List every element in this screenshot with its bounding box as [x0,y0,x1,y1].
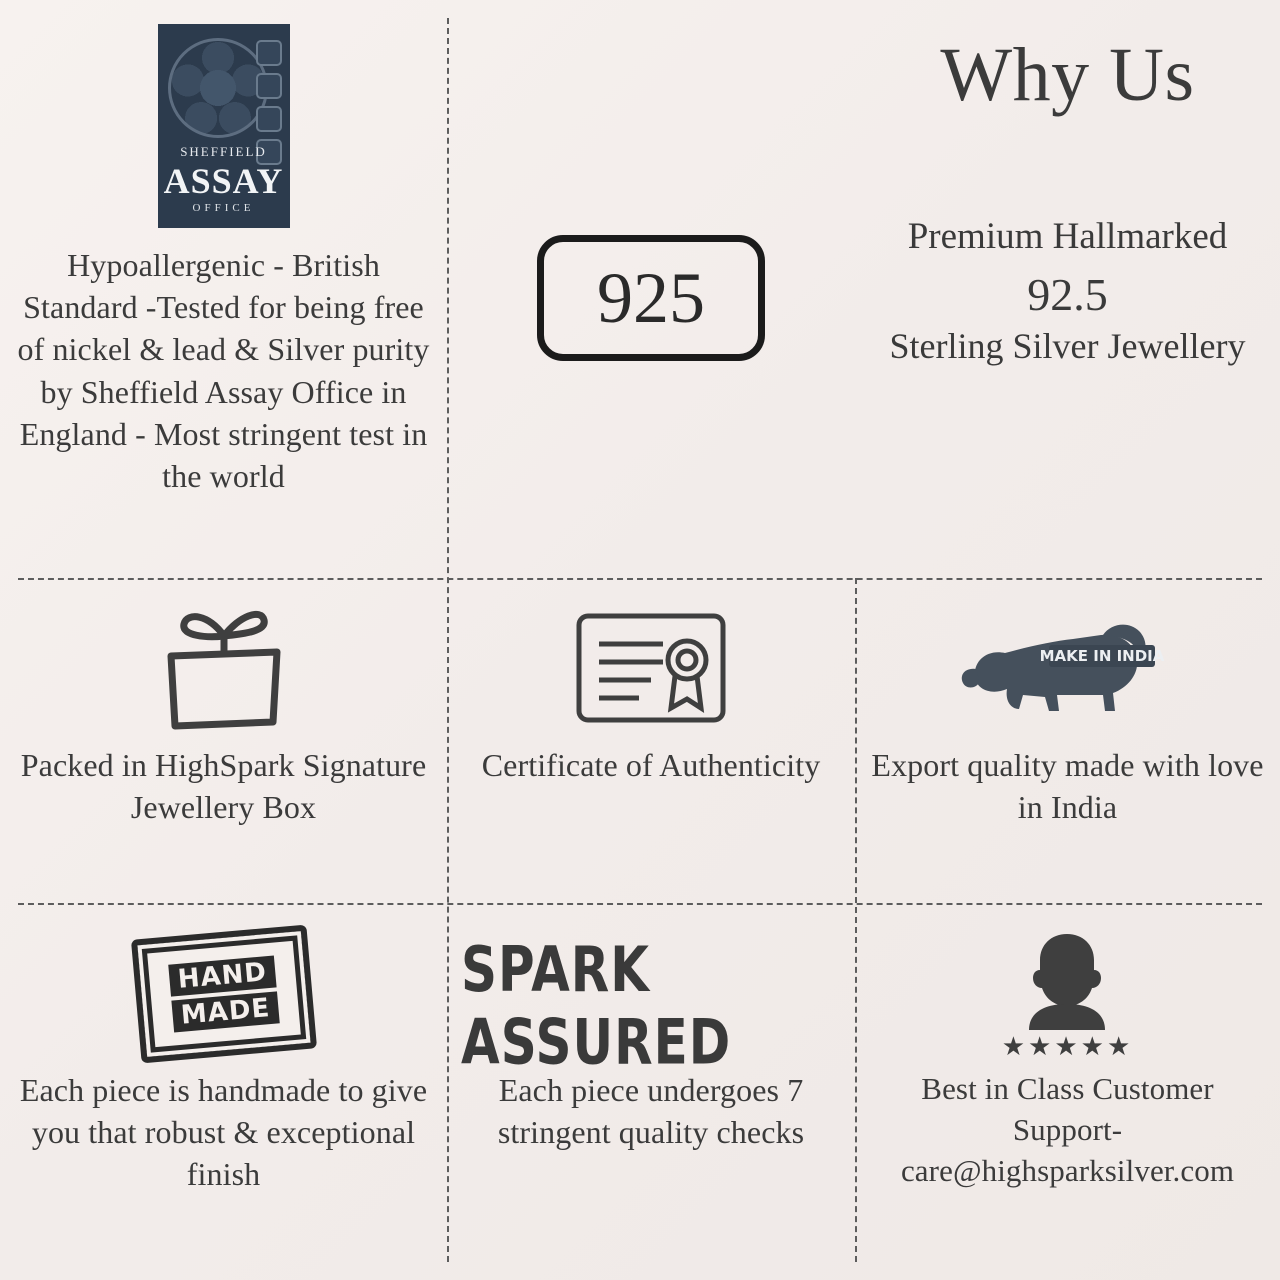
cell-925-badge [447,0,855,578]
cell-handmade [0,903,447,1280]
cell-make-in-india [855,578,1280,903]
packaging-caption: Packed in HighSpark Signature Jewellery Box [20,747,427,826]
page-title: Why Us [940,33,1195,117]
make-in-india-badge-text: MAKE IN INDIA [1039,647,1164,665]
assay-logo-sub-text: OFFICE [192,202,255,214]
handmade-caption: Each piece is handmade to give you that robust & exceptional finish [19,1072,428,1193]
assay-caption: Hypoallergenic - British Standard -Tested for being free of nickel & lead & Silver purity by Sheffield Assay Office in England - Most stringent test in the world [17,247,430,495]
rating-stars: ★★★★★ [1001,1032,1134,1061]
customer-support-caption: Best in Class Customer Support- care@highsparksilver.com [900,1071,1235,1188]
cell-packaging [0,578,447,903]
cell-why-us [855,0,1280,578]
spark-assured-caption: Each piece undergoes 7 stringent quality checks [497,1072,805,1151]
cell-spark-assured [447,903,855,1280]
cell-certificate [447,578,855,903]
handmade-stamp-line2: MADE [171,991,279,1032]
spark-assured-icon [461,919,841,1079]
certificate-icon [571,594,731,744]
sterling-silver-label: Sterling Silver Jewellery [889,326,1246,366]
sheffield-assay-office-logo [158,24,290,228]
customer-support-agent-icon [1002,919,1134,1069]
cell-sheffield-assay [0,0,447,578]
assay-logo-main-text: ASSAY [163,161,284,201]
gift-box-icon [149,594,299,744]
handmade-stamp-line1: HAND [168,956,276,997]
purity-value-label: 92.5 [1027,269,1108,320]
tudor-rose-icon [168,38,268,138]
premium-hallmarked-label: Premium Hallmarked [907,216,1228,257]
make-in-india-lion-icon [953,594,1183,744]
cell-customer-support [855,903,1280,1280]
make-in-india-caption: Export quality made with love in India [871,747,1264,826]
assay-logo-top-text: SHEFFIELD [180,144,267,159]
certificate-caption: Certificate of Authenticity [481,747,821,783]
spark-assured-wordmark: SPARK ASSURED [461,933,732,1079]
purity-925-badge: 925 [537,235,765,361]
handmade-stamp-icon [136,919,312,1069]
